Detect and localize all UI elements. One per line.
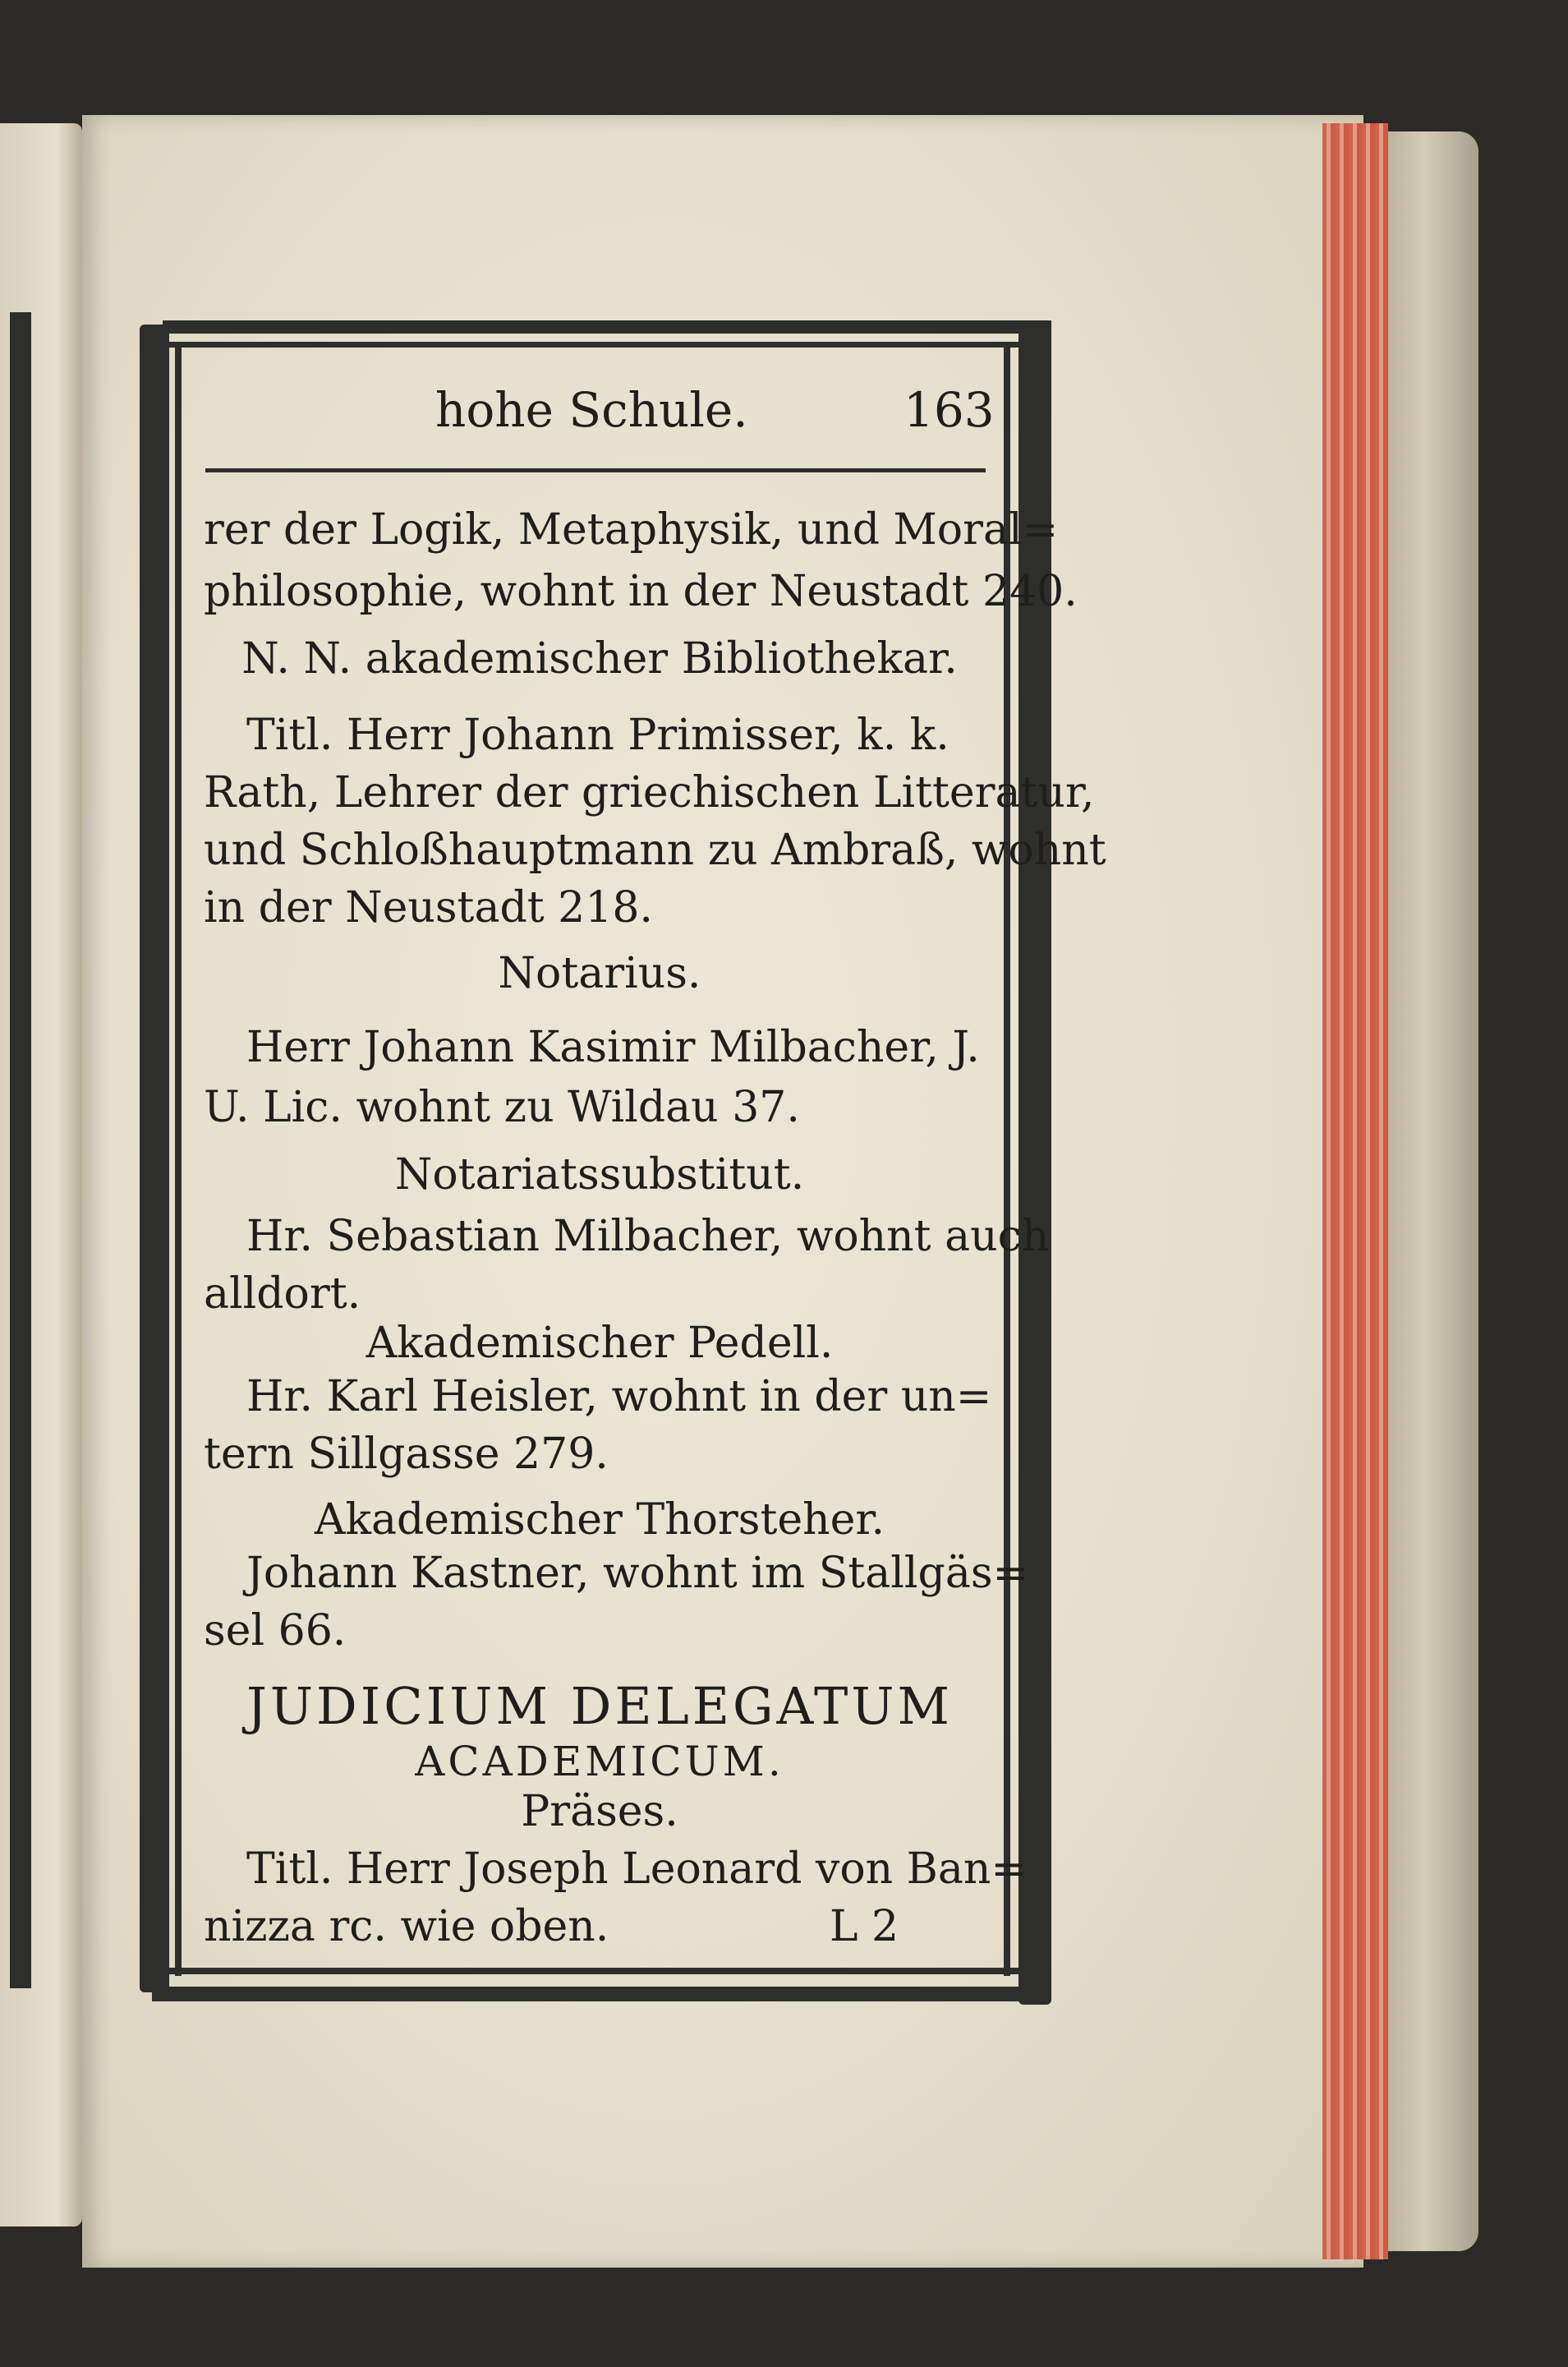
text-line: Titl. Herr Johann Primisser, k. k. bbox=[246, 711, 950, 760]
running-header: hohe Schule. bbox=[435, 382, 748, 438]
frame-left-inner-border bbox=[175, 345, 182, 1976]
signature-mark: L 2 bbox=[830, 1902, 899, 1951]
frame-top-border bbox=[163, 320, 1051, 334]
text-line: tern Sillgasse 279. bbox=[204, 1430, 609, 1479]
frame-left-border bbox=[140, 325, 169, 1992]
left-page-edge bbox=[0, 123, 82, 2227]
text-line: rer der Logik, Metaphysik, und Moral= bbox=[204, 505, 1059, 555]
section-heading: Notarius. bbox=[498, 949, 701, 998]
book-cover-edge bbox=[1388, 131, 1478, 2251]
section-heading: Notariatssubstitut. bbox=[394, 1150, 805, 1200]
page-number: 163 bbox=[904, 382, 995, 438]
left-page-border-fragment bbox=[10, 312, 31, 1988]
text-line: U. Lic. wohnt zu Wildau 37. bbox=[204, 1083, 800, 1132]
text-line: sel 66. bbox=[204, 1606, 347, 1656]
heading-line: N. N. akademischer Bibliothekar. bbox=[241, 634, 958, 684]
header-rule bbox=[205, 468, 986, 472]
section-heading: Akademischer Pedell. bbox=[366, 1319, 834, 1368]
text-line: Hr. Sebastian Milbacher, wohnt auch bbox=[246, 1212, 1050, 1261]
text-line: alldort. bbox=[204, 1269, 361, 1319]
latin-subheading: ACADEMICUM. bbox=[415, 1738, 784, 1785]
text-line: Rath, Lehrer der griechischen Litteratur, bbox=[204, 768, 1095, 817]
text-line: philosophie, wohnt in der Neustadt 240. bbox=[204, 567, 1078, 616]
text-line: Johann Kastner, wohnt im Stallgäs= bbox=[246, 1549, 1029, 1598]
text-line: in der Neustadt 218. bbox=[204, 883, 653, 933]
latin-heading: JUDICIUM DELEGATUM bbox=[246, 1676, 954, 1736]
frame-top-inner-border bbox=[168, 342, 1039, 348]
text-line: nizza rc. wie oben. bbox=[204, 1902, 609, 1951]
text-line: Herr Johann Kasimir Milbacher, J. bbox=[246, 1023, 980, 1072]
text-line: Hr. Karl Heisler, wohnt in der un= bbox=[246, 1372, 992, 1421]
text-line: und Schloßhauptmann zu Ambraß, wohnt bbox=[204, 826, 1106, 875]
section-heading: Präses. bbox=[521, 1787, 678, 1836]
red-page-edges bbox=[1322, 123, 1388, 2259]
frame-bottom-border bbox=[152, 1987, 1039, 2001]
text-line: Titl. Herr Joseph Leonard von Ban= bbox=[246, 1844, 1027, 1894]
section-heading: Akademischer Thorsteher. bbox=[314, 1495, 885, 1545]
frame-bottom-inner-border bbox=[168, 1968, 1035, 1974]
